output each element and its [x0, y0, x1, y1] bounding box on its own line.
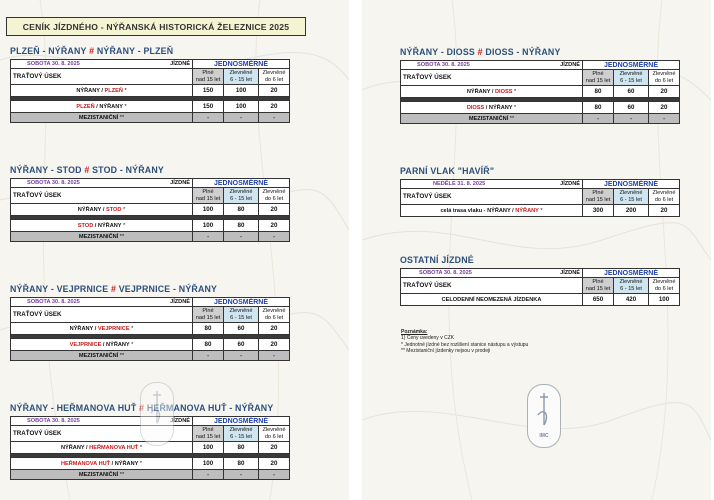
col-zlevnene-header: Zlevněné 6 - 15 let — [224, 426, 259, 442]
price-plne: - — [193, 351, 224, 361]
date-label: SOBOTA 30. 8. 2025 — [27, 418, 80, 424]
table-row — [401, 205, 680, 217]
footnote-line: * Jednotné jízdné bez rozlišení stanice nástupu a výstupu — [401, 341, 529, 348]
price-zlevnene: - — [224, 470, 259, 480]
price-table — [10, 178, 290, 242]
route-label: NÝŘANY / HEŘMANOVA HUŤ * — [11, 442, 193, 454]
col-do6-header: Zlevněné do 6 let — [259, 69, 290, 85]
route-label: STOD / NÝŘANY * — [11, 220, 193, 232]
route-label: HEŘMANOVA HUŤ / NÝŘANY * — [11, 458, 193, 470]
table-row — [11, 323, 290, 335]
price-do6: 20 — [259, 339, 290, 351]
price-do6: 20 — [259, 220, 290, 232]
tratovy-usek-header: TRAŤOVÝ ÚSEK — [11, 426, 193, 442]
table-row — [11, 339, 290, 351]
route-label: NÝŘANY / STOD * — [11, 204, 193, 216]
tratovy-usek-header: TRAŤOVÝ ÚSEK — [11, 307, 193, 323]
logo — [527, 384, 561, 448]
price-plne: - — [193, 470, 224, 480]
price-do6: 20 — [649, 205, 680, 217]
col-plne-header: Plné nad 15 let — [193, 188, 224, 204]
mezistanicni-row — [11, 351, 290, 361]
col-zlevnene-header: Zlevněné 6 - 15 let — [224, 307, 259, 323]
price-table — [10, 297, 290, 361]
tratovy-usek-header: TRAŤOVÝ ÚSEK — [11, 188, 193, 204]
col-plne-header: Plné nad 15 let — [193, 69, 224, 85]
section-ostatni — [400, 255, 680, 306]
table-row — [11, 101, 290, 113]
jednosmerne-header: JEDNOSMĚRNÉ — [193, 298, 290, 307]
price-zlevnene: - — [224, 351, 259, 361]
route-label: celá trasa vlaku - NÝŘANY / NÝŘANY * — [401, 205, 583, 217]
price-do6: - — [649, 114, 680, 124]
price-do6: 20 — [259, 204, 290, 216]
price-do6: 20 — [259, 323, 290, 335]
price-do6: 20 — [259, 85, 290, 97]
price-plne: - — [583, 114, 614, 124]
price-zlevnene: - — [614, 114, 649, 124]
price-plne: 100 — [193, 458, 224, 470]
route-label: CELODENNÍ NEOMEZENÁ JÍZDENKA — [401, 294, 583, 306]
section-title: PLZEŇ - NÝŘANY # NÝŘANY - PLZEŇ — [10, 46, 174, 56]
price-zlevnene: 60 — [224, 339, 259, 351]
section-dioss — [400, 47, 680, 124]
page-gutter — [349, 0, 362, 500]
price-plne: 80 — [583, 86, 614, 98]
table-row — [11, 458, 290, 470]
col-do6-header: Zlevněné do 6 let — [649, 70, 680, 86]
date-label: SOBOTA 30. 8. 2025 — [27, 299, 80, 305]
price-zlevnene: 60 — [614, 102, 649, 114]
col-do6-header: Zlevněné do 6 let — [259, 307, 290, 323]
price-zlevnene: 60 — [224, 323, 259, 335]
logo-text: IMC — [539, 433, 549, 439]
col-do6-header: Zlevněné do 6 let — [259, 188, 290, 204]
col-plne-header: Plné nad 15 let — [193, 307, 224, 323]
price-do6: - — [259, 351, 290, 361]
col-zlevnene-header: Zlevněné 6 - 15 let — [614, 278, 649, 294]
table-row — [11, 85, 290, 97]
col-zlevnene-header: Zlevněné 6 - 15 let — [614, 189, 649, 205]
price-plne: 100 — [193, 204, 224, 216]
table-row — [401, 294, 680, 306]
price-plne: - — [193, 113, 224, 123]
price-zlevnene: 100 — [224, 101, 259, 113]
section-stod — [10, 165, 290, 242]
col-plne-header: Plné nad 15 let — [583, 278, 614, 294]
col-do6-header: Zlevněné do 6 let — [259, 426, 290, 442]
price-do6: 20 — [649, 86, 680, 98]
jizdne-label: JÍZDNÉ — [170, 180, 190, 186]
col-do6-header: Zlevněné do 6 let — [649, 189, 680, 205]
section-vejprnice — [10, 284, 290, 361]
price-zlevnene: 80 — [224, 220, 259, 232]
section-title: PARNÍ VLAK "HAVÍŘ" — [400, 166, 495, 176]
section-title: NÝŘANY - VEJPRNICE # VEJPRNICE - NÝŘANY — [10, 284, 218, 294]
price-zlevnene: 420 — [614, 294, 649, 306]
price-do6: 100 — [649, 294, 680, 306]
mezistanicni-label: MEZISTANIČNÍ ** — [11, 351, 193, 361]
price-zlevnene: 80 — [224, 458, 259, 470]
footnote-line: 1) Ceny uvedeny v CZK — [401, 335, 455, 342]
jizdne-label: JÍZDNÉ — [170, 299, 190, 305]
col-zlevnene-header: Zlevněné 6 - 15 let — [224, 188, 259, 204]
table-row — [11, 220, 290, 232]
price-do6: - — [259, 113, 290, 123]
col-plne-header: Plné nad 15 let — [583, 70, 614, 86]
price-table — [400, 60, 680, 124]
price-plne: 150 — [193, 85, 224, 97]
section-title: NÝŘANY - DIOSS # DIOSS - NÝŘANY — [400, 47, 561, 57]
price-plne: 80 — [193, 339, 224, 351]
right-page — [362, 0, 711, 500]
mezistanicni-label: MEZISTANIČNÍ ** — [11, 113, 193, 123]
jednosmerne-header: JEDNOSMĚRNÉ — [583, 269, 680, 278]
price-do6: 20 — [259, 442, 290, 454]
jednosmerne-header: JEDNOSMĚRNÉ — [193, 60, 290, 69]
mezistanicni-row — [11, 232, 290, 242]
mezistanicni-label: MEZISTANIČNÍ ** — [11, 232, 193, 242]
date-label: SOBOTA 30. 8. 2025 — [27, 180, 80, 186]
col-zlevnene-header: Zlevněné 6 - 15 let — [224, 69, 259, 85]
mezistanicni-label: MEZISTANIČNÍ ** — [401, 114, 583, 124]
route-label: NÝŘANY / PLZEŇ * — [11, 85, 193, 97]
price-plne: 80 — [583, 102, 614, 114]
price-zlevnene: 100 — [224, 85, 259, 97]
jizdne-label: JÍZDNÉ — [560, 270, 580, 276]
tratovy-usek-header: TRAŤOVÝ ÚSEK — [401, 70, 583, 86]
tratovy-usek-header: TRAŤOVÝ ÚSEK — [11, 69, 193, 85]
section-havir — [400, 166, 680, 217]
date-label: SOBOTA 30. 8. 2025 — [419, 270, 472, 276]
mezistanicni-row — [401, 114, 680, 124]
section-title: OSTATNÍ JÍZDNÉ — [400, 255, 474, 265]
route-label: DIOSS / NÝŘANY * — [401, 102, 583, 114]
price-zlevnene: - — [224, 232, 259, 242]
jizdne-label: JÍZDNÉ — [560, 181, 580, 187]
jednosmerne-header: JEDNOSMĚRNÉ — [583, 61, 680, 70]
mezistanicni-row — [11, 113, 290, 123]
left-page — [0, 0, 349, 500]
mezistanicni-row — [11, 470, 290, 480]
footnote-heading: Poznámka: — [401, 329, 428, 335]
price-do6: - — [259, 232, 290, 242]
price-table — [400, 268, 680, 306]
price-plne: - — [193, 232, 224, 242]
col-zlevnene-header: Zlevněné 6 - 15 let — [614, 70, 649, 86]
col-plne-header: Plné nad 15 let — [193, 426, 224, 442]
table-row — [401, 102, 680, 114]
tratovy-usek-header: TRAŤOVÝ ÚSEK — [401, 278, 583, 294]
price-zlevnene: 200 — [614, 205, 649, 217]
footnote-line: ** Mezistaniční jízdenky nejsou v prodeji — [401, 347, 491, 354]
route-label: PLZEŇ / NÝŘANY * — [11, 101, 193, 113]
col-plne-header: Plné nad 15 let — [583, 189, 614, 205]
footnote — [401, 329, 528, 354]
tratovy-usek-header: TRAŤOVÝ ÚSEK — [401, 189, 583, 205]
price-do6: 20 — [259, 101, 290, 113]
section-title: NÝŘANY - HEŘMANOVA HUŤ # HEŘMANOVA HUŤ - NÝŘANY — [10, 403, 274, 413]
date-label: NEDĚLE 31. 8. 2025 — [433, 181, 486, 187]
section-plzen — [10, 46, 290, 123]
price-zlevnene: 80 — [224, 204, 259, 216]
jizdne-label: JÍZDNÉ — [170, 61, 190, 67]
section-title: NÝŘANY - STOD # STOD - NÝŘANY — [10, 165, 164, 175]
price-plne: 650 — [583, 294, 614, 306]
table-row — [401, 86, 680, 98]
price-plne: 80 — [193, 323, 224, 335]
logo-watermark — [140, 382, 174, 446]
price-table — [400, 179, 680, 217]
date-label: SOBOTA 30. 8. 2025 — [417, 62, 470, 68]
jednosmerne-header: JEDNOSMĚRNÉ — [193, 179, 290, 188]
price-plne: 150 — [193, 101, 224, 113]
price-do6: 20 — [649, 102, 680, 114]
mezistanicni-label: MEZISTANIČNÍ ** — [11, 470, 193, 480]
route-label: NÝŘANY / DIOSS * — [401, 86, 583, 98]
price-plne: 100 — [193, 220, 224, 232]
document-title: CENÍK JÍZDNÉHO - NÝŘANSKÁ HISTORICKÁ ŽELEZNICE 2025 — [6, 17, 306, 36]
price-zlevnene: 80 — [224, 442, 259, 454]
price-plne: 100 — [193, 442, 224, 454]
col-do6-header: Zlevněné do 6 let — [649, 278, 680, 294]
jednosmerne-header: JEDNOSMĚRNÉ — [583, 180, 680, 189]
price-zlevnene: 60 — [614, 86, 649, 98]
jizdne-label: JÍZDNÉ — [170, 418, 190, 424]
jizdne-label: JÍZDNÉ — [560, 62, 580, 68]
route-label: VEJPRNICE / NÝŘANY * — [11, 339, 193, 351]
route-label: NÝŘANY / VEJPRNICE * — [11, 323, 193, 335]
price-do6: 20 — [259, 458, 290, 470]
price-zlevnene: - — [224, 113, 259, 123]
price-plne: 300 — [583, 205, 614, 217]
price-table — [10, 59, 290, 123]
table-row — [11, 204, 290, 216]
date-label: SOBOTA 30. 8. 2025 — [27, 61, 80, 67]
price-do6: - — [259, 470, 290, 480]
jednosmerne-header: JEDNOSMĚRNÉ — [193, 417, 290, 426]
